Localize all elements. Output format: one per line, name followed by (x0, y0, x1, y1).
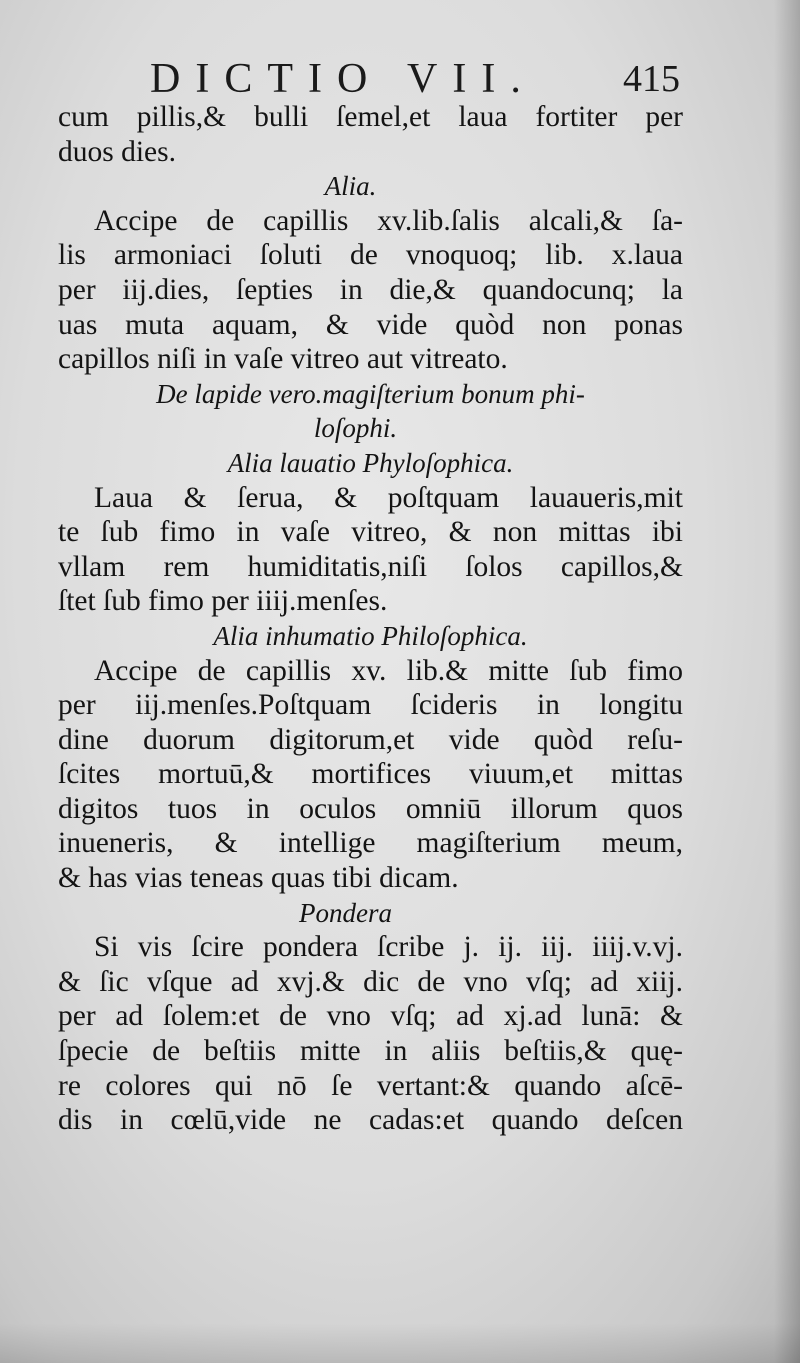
text-line: re colores qui nō ſe vertant:& quando aſcē- (58, 1069, 683, 1102)
text-line: & ſic vſque ad xvj.& dic de vno vſq; ad xiij. (58, 965, 683, 998)
text-line: dine duorum digitorum,et vide quòd reſu- (58, 723, 683, 756)
text-line: & has vias teneas quas tibi dicam. (58, 862, 459, 895)
text-line: te ſub fimo in vaſe vitreo, & non mittas ibi (58, 516, 683, 549)
page-header (150, 55, 690, 105)
text-line: per ad ſolem:et de vno vſq; ad xj.ad lunā: & (58, 1000, 683, 1033)
page-number: 415 (623, 58, 680, 100)
page-bottom-shadow (0, 1323, 800, 1363)
body-text (58, 100, 683, 1138)
text-line: Accipe de capillis xv. lib.& mitte ſub fimo (94, 654, 683, 687)
section-heading: Pondera (299, 897, 392, 928)
section-heading: loſophi. (313, 413, 398, 444)
text-line: inueneris, & intellige magiſterium meum, (58, 827, 683, 860)
text-line: dis in cœlū,vide ne cadas:et quando deſcen (58, 1104, 683, 1137)
text-line: cum pillis,& bulli ſemel,et laua fortiter per (58, 101, 683, 133)
section-heading: Alia inhumatio Philoſophica. (213, 620, 528, 651)
text-line: uas muta aquam, & vide quòd non ponas (58, 308, 683, 341)
text-line: ſpecie de beſtiis mitte in aliis beſtiis,& quę- (58, 1035, 683, 1068)
page-edge-shadow (774, 0, 800, 1363)
text-line: per iij.dies, ſepties in die,& quandocunq; la (58, 273, 683, 306)
text-line: duos dies. (58, 135, 176, 168)
text-line: ſcites mortuū,& mortifices viuum,et mittas (58, 758, 683, 791)
text-line: Si vis ſcire pondera ſcribe j. ij. iij. iiij.v.vj. (94, 931, 683, 964)
text-line: vllam rem humiditatis,niſi ſolos capillos,& (58, 550, 683, 583)
text-line: per iij.menſes.Poſtquam ſcideris in longitu (58, 689, 683, 722)
text-line: Laua & ſerua, & poſtquam lauaueris,mit (94, 481, 683, 514)
text-line: Accipe de capillis xv.lib.ſalis alcali,& ſa- (94, 204, 683, 237)
text-line: digitos tuos in oculos omniū illorum quos (58, 792, 683, 825)
section-heading: Alia lauatio Phyloſophica. (227, 447, 514, 478)
text-line: capillos niſi in vaſe vitreo aut vitreato. (58, 343, 508, 376)
text-line: ſtet ſub fimo per iiij.menſes. (58, 585, 388, 618)
section-heading: Alia. (324, 171, 377, 202)
running-title: DICTIO VII. (150, 56, 536, 102)
text-line: lis armoniaci ſoluti de vnoquoq; lib. x.laua (58, 239, 683, 272)
section-heading: De lapide vero.magiſterium bonum phi- (156, 378, 585, 409)
